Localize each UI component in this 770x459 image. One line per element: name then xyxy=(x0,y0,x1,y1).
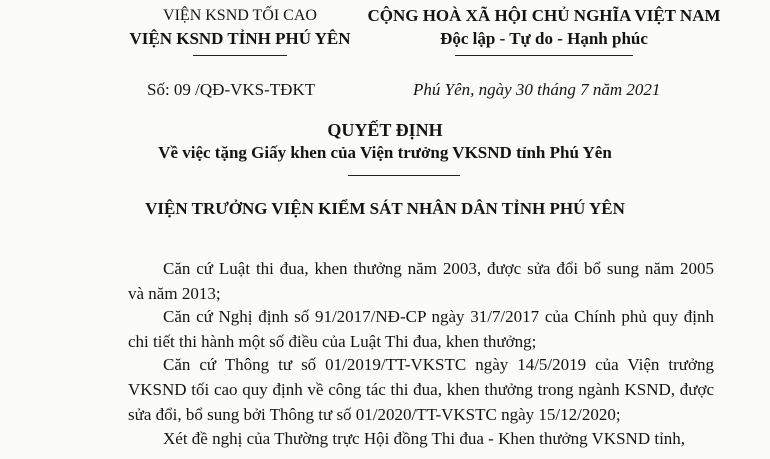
decision-subject: Về việc tặng Giấy khen của Viện trưởng VKSND tỉnh Phú Yên xyxy=(158,143,612,162)
decision-heading: QUYẾT ĐỊNH xyxy=(327,120,443,140)
place-date: Phú Yên, ngày 30 tháng 7 năm 2021 xyxy=(413,80,661,99)
paragraph-line: Căn cứ Thông tư số 01/2019/TT-VKSTC ngày 14/5/2019 của Viện trưởng xyxy=(163,355,714,374)
paragraph-line: và năm 2013; xyxy=(128,284,221,303)
paragraph-proposal xyxy=(128,426,714,451)
paragraph-line: sửa đổi, bổ sung bởi Thông tư số 01/2020/TT-VKSTC ngày 15/12/2020; xyxy=(128,405,621,424)
paragraph-line: Căn cứ Nghị định số 91/2017/NĐ-CP ngày 31/7/2017 của Chính phủ quy định xyxy=(163,307,714,326)
paragraph-line: Xét đề nghị của Thường trực Hội đồng Thi đua - Khen thưởng VKSND tỉnh, xyxy=(163,429,686,448)
motto-underline xyxy=(455,55,633,56)
paragraph-circular-basis xyxy=(128,352,714,427)
agency-underline xyxy=(193,55,287,56)
nation-title: CỘNG HOÀ XÃ HỘI CHỦ NGHĨA VIỆT NAM xyxy=(367,6,721,25)
paragraph-line: VKSND tối cao quy định về công tác thi đua, khen thưởng trong ngành KSND, được xyxy=(128,380,714,399)
paragraph-law-basis xyxy=(128,256,714,306)
issuing-authority: VIỆN TRƯỞNG VIỆN KIỂM SÁT NHÂN DÂN TỈNH PHÚ YÊN xyxy=(145,199,625,218)
paragraph-line: chi tiết thi hành một số điều của Luật Thi đua, khen thưởng; xyxy=(128,332,537,351)
agency-name: VIỆN KSND TỈNH PHÚ YÊN xyxy=(129,29,351,48)
agency-parent: VIỆN KSND TỐI CAO xyxy=(163,7,317,24)
doc-number: Số: 09 /QĐ-VKS-TĐKT xyxy=(147,80,316,99)
title-underline xyxy=(348,175,460,176)
paragraph-line: Căn cứ Luật thi đua, khen thưởng năm 2003, được sửa đổi bổ sung năm 2005 xyxy=(163,259,714,278)
motto: Độc lập - Tự do - Hạnh phúc xyxy=(440,29,648,48)
paragraph-decree-basis xyxy=(128,304,714,354)
